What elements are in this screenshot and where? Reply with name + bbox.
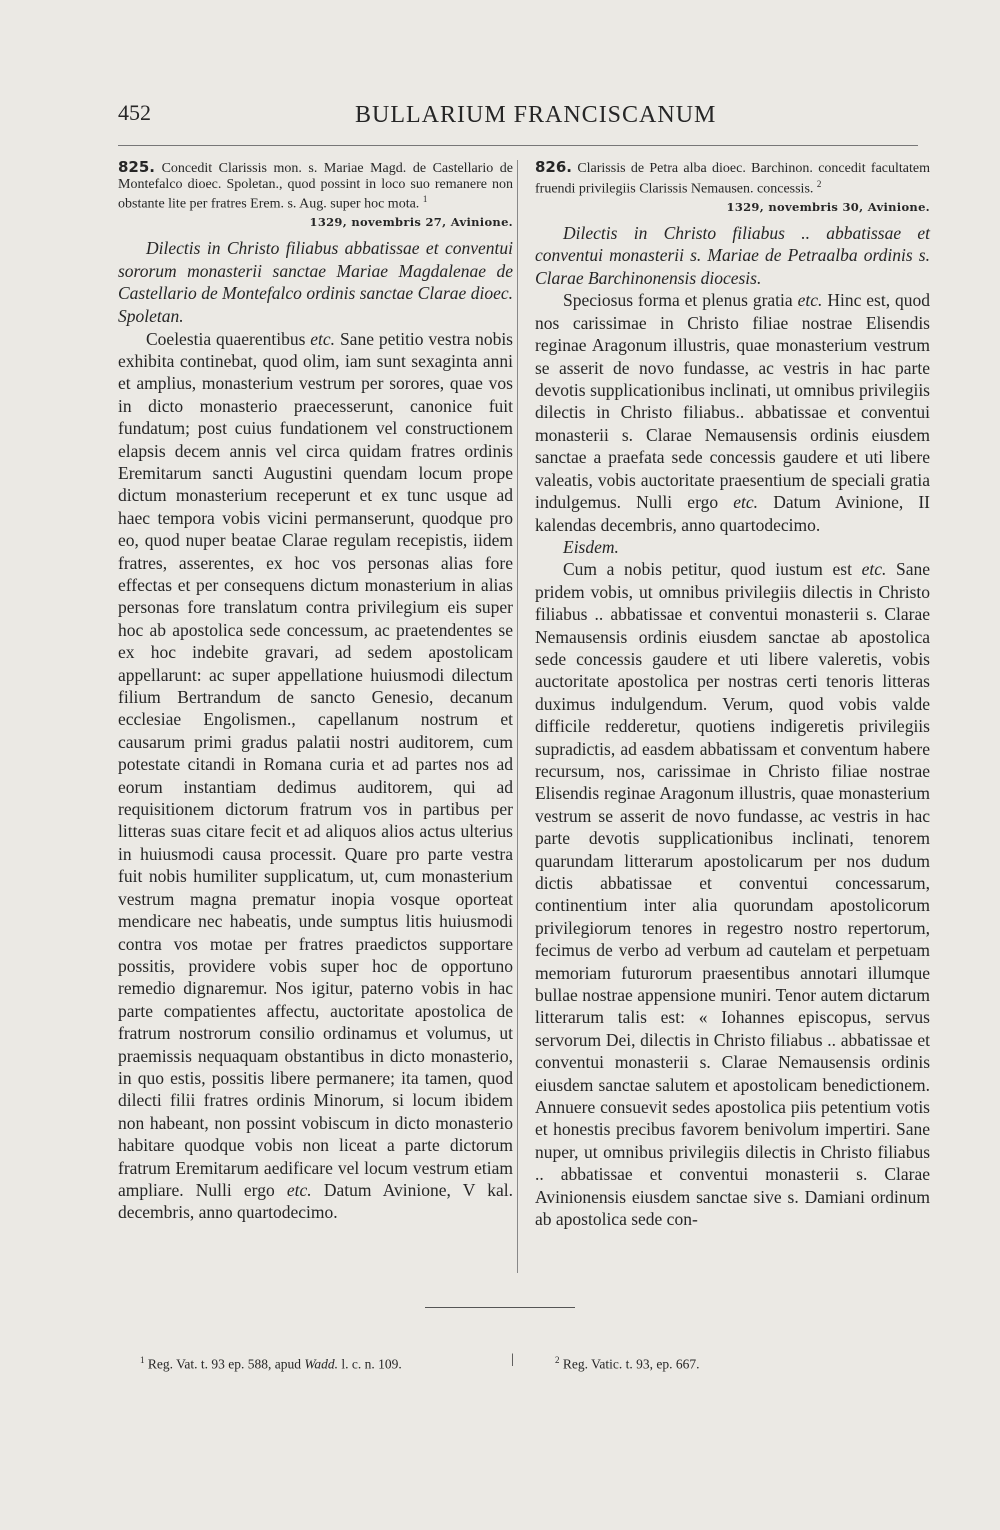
entry-825-incipit: Coelestia quaerentibus (146, 328, 306, 349)
page-number: 452 (118, 100, 151, 125)
footnote-1-mark: 1 (140, 1355, 145, 1365)
entry-825-regest (118, 160, 513, 212)
footnote-rule (425, 1307, 575, 1308)
footnote-2-mark: 2 (555, 1355, 560, 1365)
entry-826-date: 1329, novembris 30, Avinione. (726, 199, 930, 214)
entry-825-etc: etc. (310, 328, 336, 349)
entry-825-date: 1329, novembris 27, Avinione. (309, 215, 513, 230)
entry-826-etc-2: etc. (733, 492, 759, 513)
entry-826-regest-text: Clarissis de Petra alba dioec. Barchinon. concedit facultatem fruendi privilegiis Clarissis Nemausen. concessis. (535, 161, 931, 197)
left-column (118, 160, 513, 1224)
entry-826-text-1b: Datum Avinione, II kalendas decembris, anno quartodecimo. (535, 492, 931, 535)
footnote-1-wadd: Wadd. (304, 1356, 338, 1372)
footnote-ref-1: 1 (422, 194, 428, 204)
entry-826-incipit-2: Cum a nobis petitur, quod iustum est (563, 559, 852, 580)
entry-826-paragraph-2 (535, 558, 930, 1230)
entry-825-address: Dilectis in Christo filiabus abbatissae et conventui sororum monasterii sanctae Mariae Magdalenae de Castellario de Montefalco ordinis sanctae Clarae dioec. Spoletan. (118, 238, 513, 326)
header-rule (118, 145, 918, 146)
entry-826-etc-3: etc. (861, 559, 887, 580)
entry-825-text-b: Datum Avinione, V kal. decembris, anno quartodecimo. (118, 1179, 514, 1223)
entry-826-eisdem (535, 536, 930, 558)
entry-825-number: 825. (118, 158, 156, 176)
footnote-1 (140, 1355, 402, 1373)
footnote-1-text-a: Reg. Vat. t. 93 ep. 588, apud (147, 1356, 301, 1372)
entry-826-incipit-1: Speciosus forma et plenus gratia (563, 290, 793, 311)
entry-825-body (118, 328, 513, 1224)
entry-826-address: Dilectis in Christo filiabus .. abbatissae et conventui monasterii s. Mariae de Petraalba ordinis s. Clarae Barchinonensis diocesis. (535, 222, 930, 288)
footnote-2-text: Reg. Vatic. t. 93, ep. 667. (562, 1356, 700, 1372)
footnote-1-text-b: l. c. n. 109. (341, 1356, 402, 1372)
entry-825-regest-text: Concedit Clarissis mon. s. Mariae Magd. de Castellario de Montefalco dioec. Spoletan., quod possint in loco suo remanere non obstante lite per fratres Erem. s. Aug. super hoc mota. (118, 161, 513, 212)
footnote-separator: | (511, 1352, 514, 1367)
column-divider (517, 160, 518, 1273)
right-column (535, 160, 930, 1231)
entry-826-paragraph-1 (535, 289, 930, 535)
entry-826-text-1a: Hinc est, quod nos carissimae in Christo filiae nostrae Elisendis reginae Aragonum illustris, quae monasterium vestrum se asserit de novo fundasse, ac vestris in hac parte devotis supplicationibus inclinati, ut omnibus privilegiis dilectis in Christo filiabus.. abbatissae et conventui monasterii s. Clarae Nemausensis ordinis eiusdem sanctae a praefata sede concessis gaudere et uti libere valeatis, vobis auctoritate praesentium de speciali gratia indulgemus. Nulli ergo (535, 290, 930, 513)
entry-826-etc-1: etc. (797, 290, 823, 311)
entry-826-number: 826. (535, 158, 573, 176)
entry-825-text-a: Sane petitio vestra nobis exhibita continebat, quod olim, iam sunt sexaginta anni et amplius, monasterium vestrum per sorores, quae vos in dicto monasterio praecesserunt, canonice fuit fundatum; post cuius fundationem vel constructionem elapsis decem annis vel circa quidam fratres ordinis Eremitarum sancti Augustini quendam locum prope dictum monasterium receperunt et ex tunc usque ad haec tempora vobis vicini permanserunt, quodque pro eo, quod nuper beatae Clarae regulam recepistis, iidem fratres, asserentes, ex hoc vos personas alias fore effectas et per consequens dictum monasterium in alias personas fore translatum contra privilegium eis super hoc ab apostolica sede concessum, ac praetendentes se ex hoc indebite gravari, ad sedem apostolicam appellarunt: ac super appellatione huiusmodi dilectum filium Bertrandum de sancto Genesio, decanum ecclesiae Engolismen., capellanum nostrum et causarum primi gradus palatii nostri auditorem, cum potestate citandi in Romana curia et ad partes nos ad eorum instantiam dedimus auditorem, qui ad requisitionem dictorum fratrum vos in partibus per litteras suas citare fecit et ad aliquos alios actus ulterius in huiusmodi causa processit. Quare pro parte vestra fuit nobis humiliter supplicatum, ut, cum monasterium vestrum magna prematur inopia vosque oporteat mendicare nec habeatis, unde sumptus litis huiusmodi contra vos motae per fratres praedictos supportare possitis, providere vobis super hoc de opportuno remedio dignaremur. Nos igitur, paterno vobis in hac parte compatientes affectu, auctoritate apostolica de fratrum nostrorum consilio ordinamus et volumus, ut praemissis nequaquam obstantibus in dicto monasterio, in quo estis, possitis libere permanere; ita tamen, quod dilecti filii fratres ordinis Minorum, si locum ibidem non habeant, non possint vobiscum in dicto monasterio habitare quodque vobis non liceat a parte dictorum fratrum Eremitarum aedificare vel locum vestrum etiam ampliare. Nulli ergo (118, 328, 513, 1200)
eisdem-heading: Eisdem. (563, 536, 619, 557)
entry-825-etc-2: etc. (286, 1179, 312, 1200)
running-title: BULLARIUM FRANCISCANUM (355, 102, 717, 128)
entry-826-text-2: Sane pridem vobis, ut omnibus privilegiis dilectis in Christo filiabus .. abbatissae et conventui monasterii s. Clarae Nemausensis ordinis eiusdem sanctae ab apostolica sede concessis gaudere et uti libere valeretis, vobis auctoritate apostolica per nostras certi tenoris litteras duximus indulgendum. Verum, quod vobis valde difficile redderetur, quotiens indigeretis privilegiis supradictis, ad easdem abbatissam et conventum habere recursum, nos, carissimae in Christo filiae nostrae Elisendis reginae Aragonum illustris, quae monasterium vestrum se asserit de novo fundasse, ac vestris in hac parte devotis supplicationibus inclinati, tenorem quarundam litterarum apostolicarum per nos dudum dictis abbatissae et conventui concessarum, continentium inter alia quorundam apostolicorum privilegiorum tenores in regestro nostro repertorum, fecimus de verbo ad verbum ad cautelam et perpetuam memoriam futurorum praesentibus annotari illumque bullae nostrae appensione muniri. Tenor autem dictarum litterarum talis est: « Iohannes episcopus, servus servorum Dei, dilectis in Christo filiabus .. abbatissae et conventui monasterii s. Clarae Nemausensis ordinis eiusdem sanctae salutem et apostolicam benedictionem. Annuere consuevit sedes apostolica piis petentium votis et honestis precibus favorem benivolum impertiri. Sane nuper, ut omnibus privilegiis dilectis in Christo filiabus .. abbatissae et conventui monasterii s. Clarae Avinionensis eiusdem sanctae sive s. Damiani ordinum ab apostolica sede con- (535, 559, 931, 1230)
entry-826-regest (535, 160, 930, 197)
footnote-ref-2: 2 (816, 178, 822, 189)
footnote-2 (555, 1355, 699, 1373)
